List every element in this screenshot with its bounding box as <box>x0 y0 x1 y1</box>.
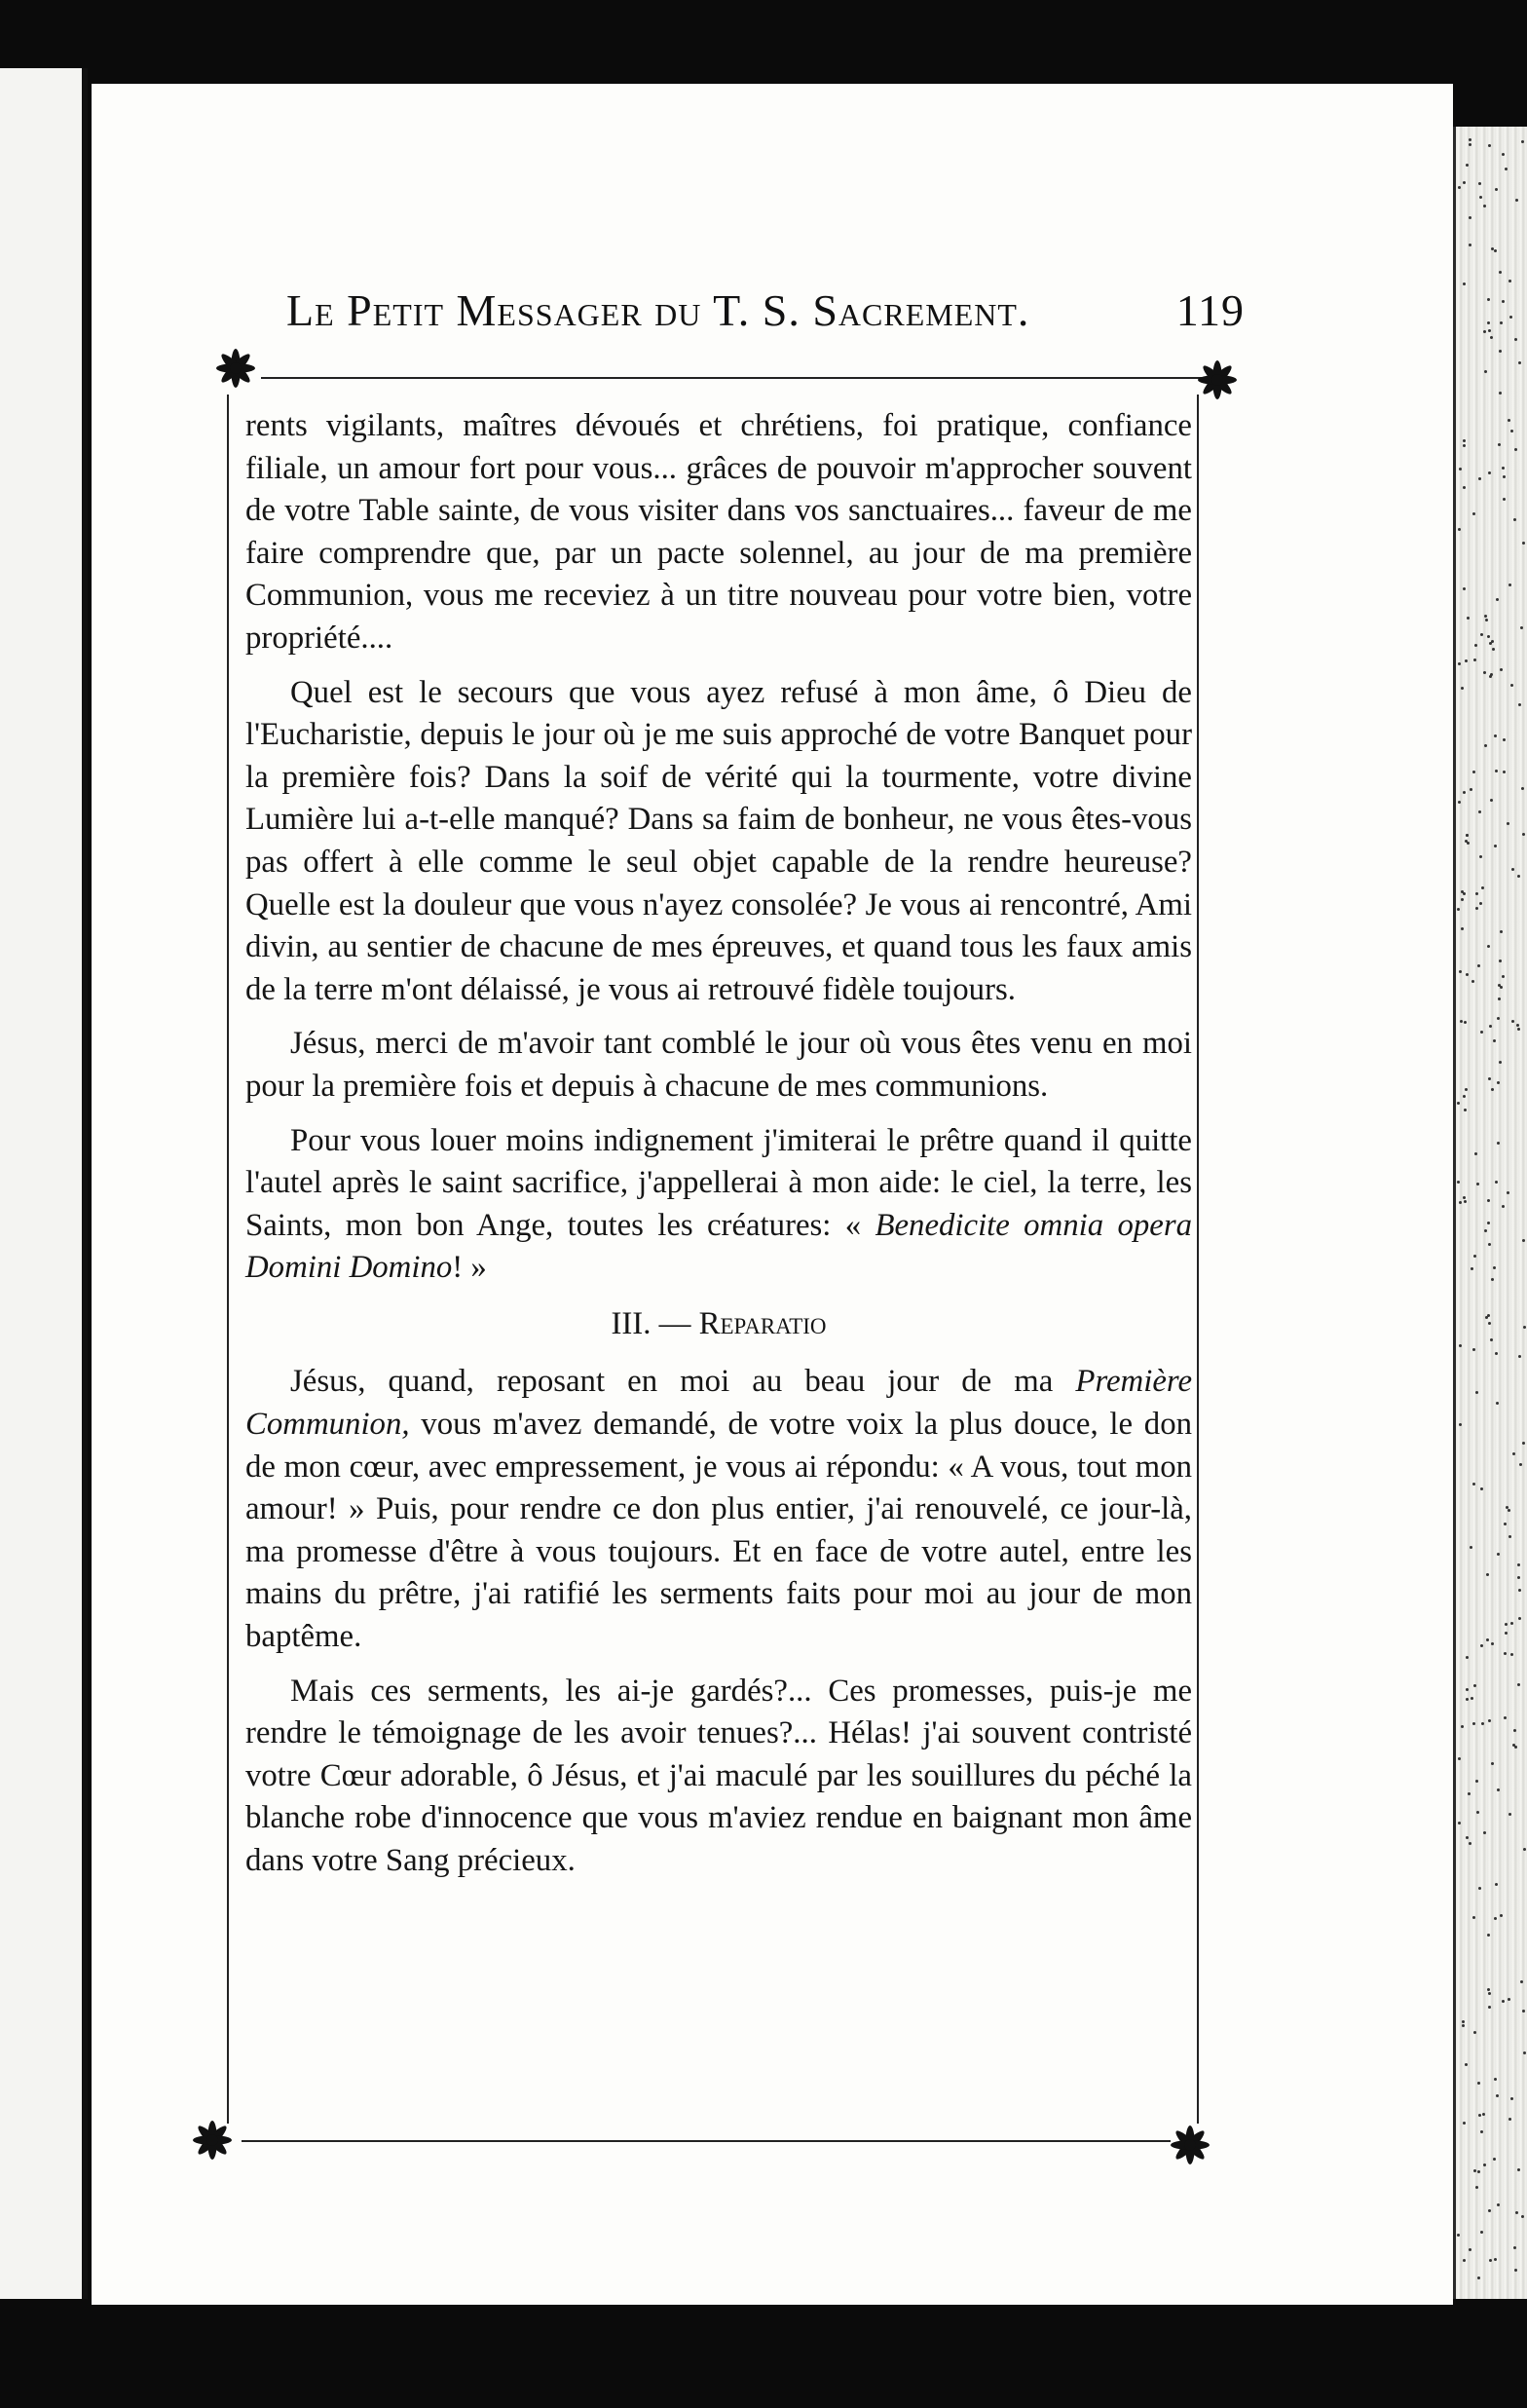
scan-speckle <box>1491 1278 1494 1281</box>
scan-speckle <box>1474 1152 1477 1155</box>
scan-speckle <box>1466 1836 1469 1839</box>
scan-speckle <box>1502 975 1505 978</box>
scan-speckle <box>1504 1716 1507 1719</box>
scan-speckle <box>1494 734 1497 737</box>
scan-speckle <box>1507 1191 1509 1194</box>
scan-speckle <box>1521 2215 1524 2218</box>
scan-speckle <box>1480 1031 1483 1034</box>
scan-speckle <box>1520 1980 1523 1983</box>
scan-speckle <box>1486 1638 1489 1641</box>
scan-speckle <box>1459 468 1462 470</box>
scan-speckle <box>1469 138 1471 141</box>
scan-speckle <box>1495 1883 1498 1886</box>
scan-speckle <box>1487 1199 1490 1202</box>
scan-speckle <box>1503 475 1506 478</box>
scan-speckle <box>1518 703 1521 706</box>
running-title: Le Petit Messager du T. S. Sacrement. <box>286 285 1030 335</box>
scan-speckle <box>1461 927 1464 930</box>
scan-speckle <box>1464 1109 1467 1111</box>
scan-speckle <box>1466 973 1469 976</box>
scan-speckle <box>1496 598 1499 601</box>
scan-speckle <box>1471 980 1474 983</box>
scan-speckle <box>1510 1622 1513 1625</box>
scan-speckle <box>1463 791 1466 794</box>
scan-speckle <box>1523 1848 1526 1851</box>
scan-speckle <box>1458 662 1461 665</box>
scan-speckle <box>1494 1917 1497 1920</box>
scan-speckle <box>1479 196 1482 199</box>
scan-speckle <box>1511 1020 1514 1023</box>
scan-speckle <box>1491 1642 1494 1645</box>
paragraph-4-text: Pour vous louer moins indignement j'imiterai le prêtre quand il quitte l'autel après le saint sacrifice, j'appellerai à mon aide: le ciel, la terre, les Saints, mon bon Ange, toutes les créatures: « <box>245 1122 1192 1243</box>
scan-speckle <box>1459 1423 1462 1426</box>
scan-speckle <box>1509 316 1512 319</box>
scan-speckle <box>1510 2097 1513 2100</box>
scan-speckle <box>1487 298 1490 301</box>
scan-speckle <box>1513 2246 1516 2249</box>
running-header <box>286 284 1245 343</box>
scan-speckle <box>1514 338 1517 341</box>
scan-speckle <box>1457 1181 1460 1184</box>
scan-speckle <box>1488 2209 1491 2212</box>
paragraph-6: Mais ces serments, les ai-je gardés?... Ces promesses, puis-je me rendre le témoignage de les avoir tenues?... Hélas! j'ai souvent contristé votre Cœur adorable, ô Jésus, et j'ai maculé par les souillures du péché la blanche robe d'innocence que vous m'aviez rendue en baignant mon âme dans votre Sang précieux. <box>245 1673 1192 1878</box>
scan-speckle <box>1503 738 1506 741</box>
scan-speckle <box>1477 2170 1480 2173</box>
scan-speckle <box>1475 1780 1478 1783</box>
scan-speckle <box>1502 153 1505 156</box>
paragraph-5-italic: Première Communion, <box>245 1364 1192 1443</box>
scan-speckle <box>1487 1934 1490 1937</box>
frame-rule-top <box>261 377 1202 379</box>
page-number: 119 <box>1175 285 1245 335</box>
scan-speckle <box>1504 1523 1507 1525</box>
scan-speckle <box>1469 143 1471 146</box>
scan-speckle <box>1493 2158 1496 2161</box>
scan-speckle <box>1463 2122 1466 2125</box>
paragraph-4-end: ! » <box>452 1250 487 1286</box>
asterisk-flower-icon <box>1167 2122 1213 2168</box>
scan-speckle <box>1517 1028 1520 1031</box>
scan-speckle <box>1522 1239 1525 1242</box>
scan-speckle <box>1510 684 1513 687</box>
scan-speckle <box>1522 833 1525 836</box>
scan-speckle <box>1518 1355 1521 1358</box>
scan-speckle <box>1508 280 1511 282</box>
scan-speckle <box>1517 2168 1520 2171</box>
scan-speckle <box>1504 1652 1507 1655</box>
asterisk-flower-icon <box>189 2117 236 2163</box>
scan-speckle <box>1467 617 1470 620</box>
scan-speckle <box>1465 840 1468 843</box>
scan-speckle <box>1475 907 1478 910</box>
scan-speckle <box>1457 2234 1460 2237</box>
asterisk-flower-icon <box>1194 357 1241 403</box>
scan-speckle <box>1472 1483 1475 1486</box>
scan-speckle <box>1476 1183 1479 1185</box>
paragraph-5-end: vous m'avez demandé, de votre voix la plus douce, le don de mon cœur, avec empressement, je vous ai répondu: « A vous, tout mon amour! » Puis, pour rendre ce don plus entier, j'ai renouvelé, ce jour-là, ma promesse d'être à vous toujours. Et en face de votre autel, entre les mains du prêtre, j'ai ratifié les serments faits pour moi au jour de mon baptême. <box>245 1407 1192 1655</box>
scan-speckle <box>1487 945 1490 948</box>
scan-speckle <box>1483 2163 1486 2166</box>
scan-speckle <box>1461 687 1464 690</box>
scan-speckle <box>1463 181 1466 184</box>
scan-speckle <box>1516 1024 1519 1027</box>
scan-speckle <box>1514 2269 1517 2272</box>
page-body <box>245 405 1192 1895</box>
scan-speckle <box>1465 659 1468 662</box>
scan-speckle <box>1507 822 1509 825</box>
scan-speckle <box>1488 2006 1491 2009</box>
scan-speckle <box>1515 199 1518 202</box>
scan-speckle <box>1508 419 1510 422</box>
scan-speckle <box>1500 668 1503 671</box>
scan-speckle <box>1472 512 1475 515</box>
scan-speckle <box>1458 1822 1461 1825</box>
scan-speckle <box>1475 2186 1478 2189</box>
scan-speckle <box>1513 1729 1516 1732</box>
section-heading: III. — Reparatio <box>611 1305 827 1341</box>
scan-speckle <box>1497 1788 1500 1791</box>
scan-speckle <box>1508 2118 1511 2121</box>
paragraph-5 <box>245 1361 1192 1658</box>
scan-speckle <box>1508 1813 1511 1816</box>
scan-speckle <box>1500 321 1503 324</box>
scan-speckle <box>1494 249 1497 252</box>
paragraph-3: Jésus, merci de m'avoir tant comblé le jour où vous êtes venu en moi pour la première fois et depuis à chacune de mes communions. <box>245 1026 1192 1104</box>
previous-page-edge <box>0 68 88 2299</box>
scan-speckle <box>1471 1697 1473 1700</box>
scan-speckle <box>1499 392 1502 395</box>
scan-speckle <box>1481 1722 1484 1725</box>
scan-speckle <box>1496 2094 1499 2097</box>
scan-speckle <box>1511 868 1514 871</box>
paragraph-1: rents vigilants, maîtres dévoués et chrétiens, foi pratique, confiance filiale, un amour fort pour vous... grâces de pouvoir m'approcher souvent de votre Table sainte, de vous visiter dans vos sanctuaires... faveur de me faire comprendre que, par un pacte solennel, au jour de ma première Communion, vous me receviez à un titre nouveau pour votre bien, votre propriété.... <box>245 408 1192 656</box>
scan-speckle <box>1477 2276 1480 2279</box>
scan-speckle <box>1463 486 1466 489</box>
scan-speckle <box>1496 1402 1499 1405</box>
scan-speckle <box>1466 1656 1469 1659</box>
asterisk-flower-icon <box>212 345 259 392</box>
paragraph-2: Quel est le secours que vous ayez refusé à mon âme, ô Dieu de l'Eucharistie, depuis le jour où je me suis approché de votre Banquet pour la première fois? Dans la soif de vérité qui la tourmente, votre divine Lumière lui a-t-elle manqué? Dans sa faim de bonheur, ne vous êtes-vous pas offert à elle comme le seul objet capable de la rendre heureuse? Quelle est la douleur que vous n'ayez consolée? Je vous ai rencontré, Ami divin, au sentier de chacune de mes épreuves, et quand tous les faux amis de la terre m'ont délaissé, je vous ai retrouvé fidèle toujours. <box>245 674 1192 1007</box>
scan-speckle <box>1495 188 1498 191</box>
scan-speckle <box>1471 1267 1473 1270</box>
scan-speckle <box>1493 1266 1496 1269</box>
scan-speckle <box>1488 1992 1491 1995</box>
scan-speckle <box>1477 964 1480 967</box>
scan-speckle <box>1490 799 1493 802</box>
scan-speckle <box>1495 1352 1498 1355</box>
scan-speckle <box>1478 2114 1481 2117</box>
scan-speckle <box>1487 321 1490 324</box>
scan-speckle <box>1487 1314 1490 1317</box>
frame-rule-bottom <box>242 2140 1171 2142</box>
frame-rule-right <box>1197 395 1199 2124</box>
paragraph-5-text: Jésus, quand, reposant en moi au beau jour de ma <box>290 1364 1076 1400</box>
scan-speckle <box>1517 1563 1520 1566</box>
scan-speckle <box>1518 361 1521 364</box>
scan-speckle <box>1487 635 1490 638</box>
paragraph-4 <box>245 1120 1192 1290</box>
scan-speckle <box>1523 2051 1526 2054</box>
scan-speckle <box>1470 788 1472 791</box>
scan-speckle <box>1466 1698 1469 1701</box>
scan-speckle <box>1489 675 1492 678</box>
scan-speckle <box>1473 2031 1476 2034</box>
scan-speckle <box>1470 1546 1472 1549</box>
scan-speckle <box>1476 1811 1479 1814</box>
scan-speckle <box>1483 330 1486 333</box>
scan-speckle <box>1522 542 1525 545</box>
scan-speckle <box>1494 2258 1497 2261</box>
scan-speckle <box>1464 1021 1467 1024</box>
scan-speckle <box>1517 1683 1520 1686</box>
scan-speckle <box>1491 1088 1494 1091</box>
scan-speckle <box>1489 2259 1492 2262</box>
scan-speckle <box>1480 633 1483 636</box>
scan-speckle <box>1466 834 1469 837</box>
scan-speckle <box>1481 886 1484 889</box>
scan-speckle <box>1458 1757 1461 1760</box>
scan-speckle <box>1483 1831 1486 1834</box>
scan-speckle <box>1523 1326 1526 1329</box>
scan-speckle <box>1480 2130 1483 2133</box>
frame-rule-left <box>227 395 229 2124</box>
page-stack-edge <box>1453 127 1527 2299</box>
paragraph-4-latin-quote: Benedicite omnia opera Domini Domino <box>245 1207 1192 1286</box>
